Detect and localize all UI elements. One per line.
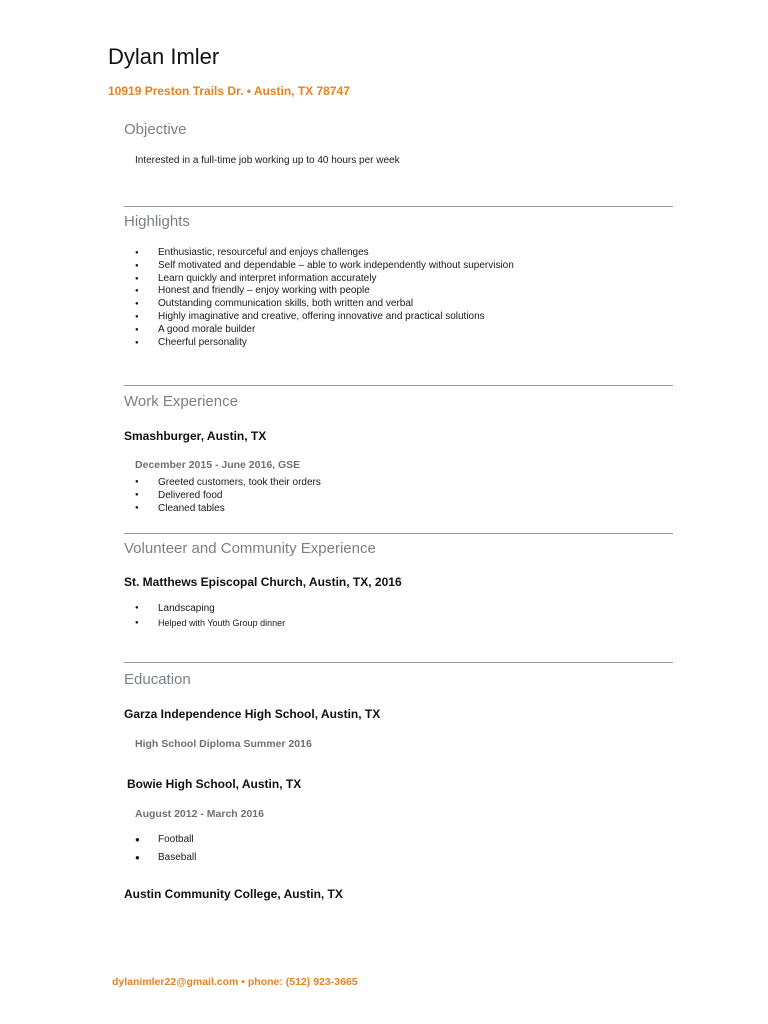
section-divider [124,662,673,663]
list-item: ● Football [133,831,196,849]
contact-footer: dylanimler22@gmail.com • phone: (512) 923-3665 [112,976,358,988]
section-divider [124,533,673,534]
list-item: ● A good morale builder [133,324,514,337]
list-item: ● Enthusiastic, resourceful and enjoys challenges [133,247,514,260]
volunteer-org: St. Matthews Episcopal Church, Austin, TX, 2016 [124,575,402,589]
list-item: ● Baseball [133,849,196,867]
school-detail: August 2012 - March 2016 [135,808,264,820]
address-line: 10919 Preston Trails Dr. • Austin, TX 78747 [108,84,350,98]
highlights-list [133,247,514,349]
section-divider [124,385,673,386]
volunteer-heading: Volunteer and Community Experience [124,540,376,557]
volunteer-list [133,601,285,631]
objective-heading: Objective [124,121,187,138]
list-item: ● Greeted customers, took their orders [133,476,321,489]
school-name: Bowie High School, Austin, TX [127,777,302,791]
section-divider [124,206,673,207]
work-duties-list [133,476,321,515]
list-item: ● Self motivated and dependable – able to work independently without supervision [133,260,514,273]
list-item: ● Learn quickly and interpret information accurately [133,273,514,286]
work-dates: December 2015 - June 2016, GSE [135,459,301,471]
work-heading: Work Experience [124,393,238,410]
activities-list [133,831,196,867]
resume-name: Dylan Imler [108,44,220,69]
school-name: Garza Independence High School, Austin, TX [124,707,381,721]
list-item: ● Highly imaginative and creative, offering innovative and practical solutions [133,311,514,324]
school-detail: High School Diploma Summer 2016 [135,738,312,750]
objective-text: Interested in a full-time job working up to 40 hours per week [135,155,400,166]
list-item: ● Cheerful personality [133,337,514,350]
list-item: ● Outstanding communication skills, both written and verbal [133,298,514,311]
list-item: ● Delivered food [133,489,321,502]
list-item: ● Landscaping [133,601,285,616]
list-item: ● Honest and friendly – enjoy working with people [133,285,514,298]
work-org: Smashburger, Austin, TX [124,429,267,443]
list-item: ● Cleaned tables [133,502,321,515]
list-item: ● Helped with Youth Group dinner [133,616,285,631]
school-name: Austin Community College, Austin, TX [124,887,343,901]
highlights-heading: Highlights [124,213,190,230]
education-heading: Education [124,671,191,688]
